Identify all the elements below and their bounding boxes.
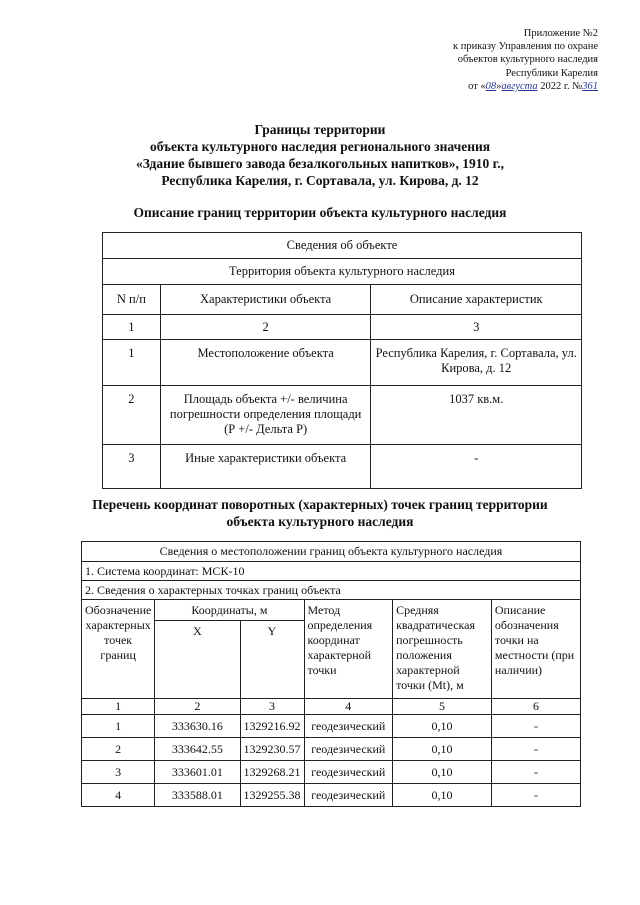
point-error: 0,10 — [393, 738, 492, 761]
table-row — [82, 761, 581, 784]
table1-col-number: 3 — [371, 315, 582, 340]
table-row — [82, 784, 581, 807]
column-number: 5 — [393, 699, 492, 715]
date-month: августа — [501, 80, 538, 92]
point-x: 333601.01 — [155, 761, 240, 784]
point-y: 1329255.38 — [240, 784, 304, 807]
section2-title-line: Перечень координат поворотных (характерных) точек границ территории — [92, 497, 548, 512]
date-mid: » — [496, 80, 502, 92]
point-method: геодезический — [304, 738, 393, 761]
point-error: 0,10 — [393, 715, 492, 738]
table1-header: Описание характеристик — [371, 285, 582, 315]
coordinate-system: 1. Система координат: МСК-10 — [82, 562, 581, 581]
section2-title-line: объекта культурного наследия — [226, 514, 414, 529]
row-desc: 1037 кв.м. — [371, 386, 582, 445]
point-desc: - — [491, 761, 580, 784]
order-number: 361 — [582, 80, 598, 92]
row-name: Площадь объекта +/- величина погрешности определения площади (Р +/- Дельта Р) — [160, 386, 371, 445]
point-desc: - — [491, 784, 580, 807]
point-x: 333630.16 — [155, 715, 240, 738]
appendix-line: к приказу Управления по охране — [453, 41, 598, 53]
point-method: геодезический — [304, 715, 393, 738]
row-desc: - — [371, 445, 582, 489]
points-caption: 2. Сведения о характерных точках границ объекта — [82, 581, 581, 600]
column-number: 6 — [491, 699, 580, 715]
point-x: 333642.55 — [155, 738, 240, 761]
row-name: Иные характеристики объекта — [160, 445, 371, 489]
header-error: Средняя квадратическая погрешность положения характерной точки (Mt), м — [393, 600, 492, 699]
row-desc: Республика Карелия, г. Сортавала, ул. Кирова, д. 12 — [371, 340, 582, 386]
row-number: 1 — [103, 340, 161, 386]
point-desc: - — [491, 715, 580, 738]
point-error: 0,10 — [393, 761, 492, 784]
section1-title: Описание границ территории объекта культурного наследия — [133, 205, 507, 220]
date-suffix: 2022 г. № — [540, 80, 583, 92]
row-number: 2 — [103, 386, 161, 445]
table-row — [82, 738, 581, 761]
table-row — [103, 445, 582, 489]
point-id: 3 — [82, 761, 155, 784]
title-line: Республика Карелия, г. Сортавала, ул. Кирова, д. 12 — [161, 173, 479, 188]
point-x: 333588.01 — [155, 784, 240, 807]
date-prefix: от « — [468, 80, 486, 92]
point-id: 4 — [82, 784, 155, 807]
header-method: Метод определения координат характерной точки — [304, 600, 393, 699]
column-number: 3 — [240, 699, 304, 715]
section2-title — [0, 496, 640, 530]
title-line: Границы территории — [254, 122, 386, 137]
point-id: 1 — [82, 715, 155, 738]
appendix-line: Приложение №2 — [523, 28, 598, 39]
appendix-header — [453, 27, 598, 93]
table1-caption: Сведения об объекте — [103, 233, 582, 259]
header-coordinates: Координаты, м — [155, 600, 304, 621]
column-number: 4 — [304, 699, 393, 715]
date-day: 08 — [485, 80, 497, 92]
table-row — [103, 340, 582, 386]
header-description: Описание обозначения точки на местности (при наличии) — [491, 600, 580, 699]
table1-header: N п/п — [103, 285, 161, 315]
point-method: геодезический — [304, 784, 393, 807]
header-point: Обозначение характерных точек границ — [82, 600, 155, 699]
header-y: Y — [240, 621, 304, 699]
point-method: геодезический — [304, 761, 393, 784]
object-info-table — [102, 232, 582, 489]
table2-caption: Сведения о местоположении границ объекта культурного наследия — [82, 542, 581, 562]
title-line: объекта культурного наследия регионального значения — [149, 139, 491, 154]
title-line: «Здание бывшего завода безалкогольных напитков», 1910 г., — [135, 156, 504, 171]
column-number: 1 — [82, 699, 155, 715]
coordinates-table — [81, 541, 581, 807]
table1-header: Характеристики объекта — [160, 285, 371, 315]
table1-col-number: 2 — [160, 315, 371, 340]
table-row — [82, 715, 581, 738]
header-x: X — [155, 621, 240, 699]
appendix-date-line — [453, 80, 598, 93]
point-desc: - — [491, 738, 580, 761]
point-id: 2 — [82, 738, 155, 761]
table-row — [103, 386, 582, 445]
table1-caption: Территория объекта культурного наследия — [103, 259, 582, 285]
appendix-line: объектов культурного наследия — [457, 54, 598, 66]
point-y: 1329216.92 — [240, 715, 304, 738]
column-number: 2 — [155, 699, 240, 715]
row-name: Местоположение объекта — [160, 340, 371, 386]
point-y: 1329230.57 — [240, 738, 304, 761]
row-number: 3 — [103, 445, 161, 489]
table1-col-number: 1 — [103, 315, 161, 340]
document-title — [0, 121, 640, 189]
point-error: 0,10 — [393, 784, 492, 807]
point-y: 1329268.21 — [240, 761, 304, 784]
appendix-line: Республики Карелия — [505, 67, 598, 79]
